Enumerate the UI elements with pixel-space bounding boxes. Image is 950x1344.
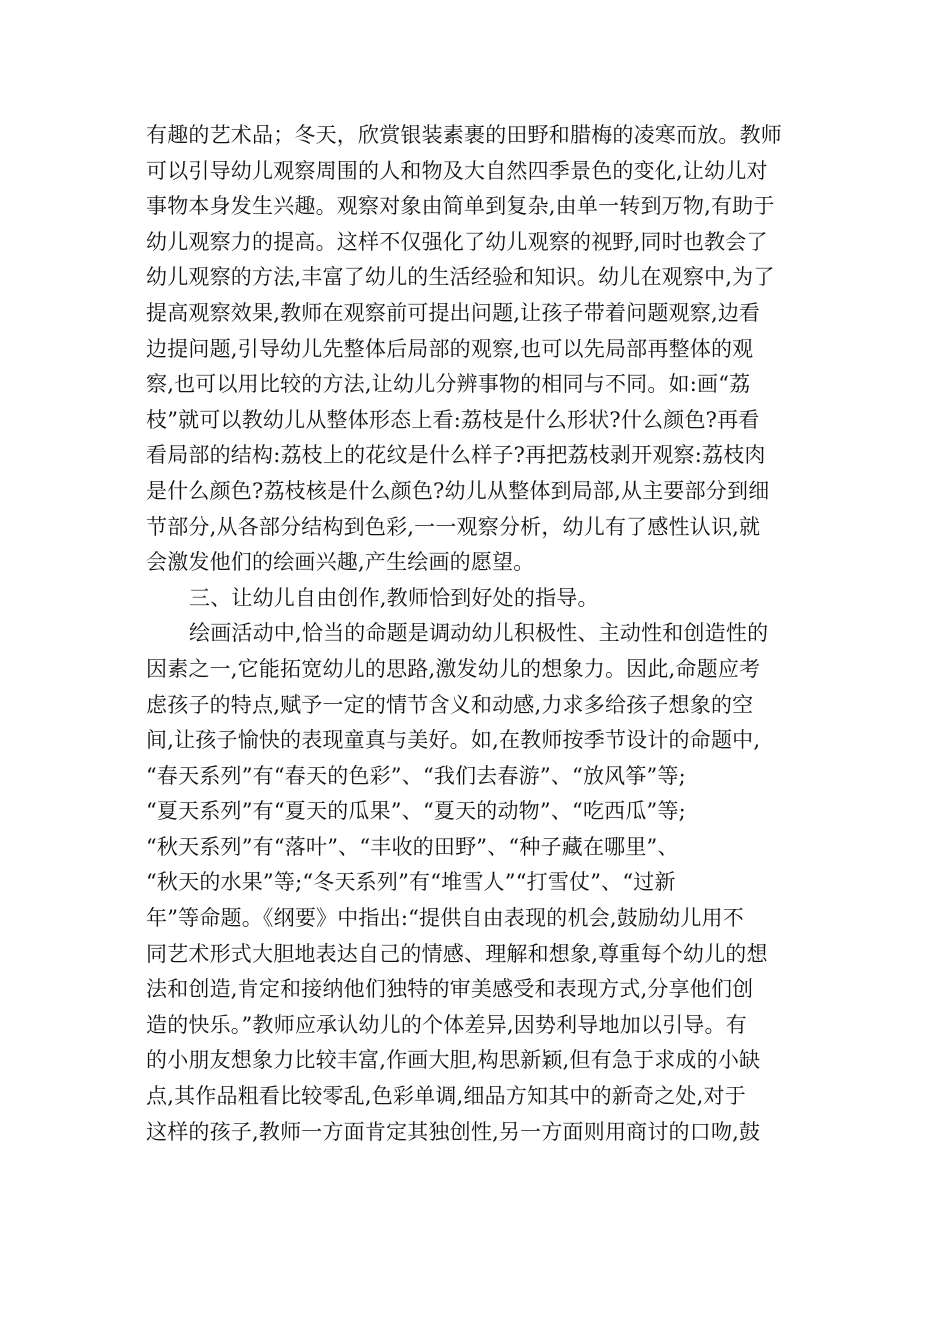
- text-line: 幼儿观察的方法,丰富了幼儿的生活经验和知识。幼儿在观察中,为了: [146, 265, 775, 290]
- text-line: 点,其作品粗看比较零乱,色彩单调,细品方知其中的新奇之处,对于: [146, 1084, 746, 1109]
- text-line: 可以引导幼儿观察周围的人和物及大自然四季景色的变化,让幼儿对: [146, 158, 768, 183]
- text-line: 幼儿观察力的提高。这样不仅强化了幼儿观察的视野,同时也教会了: [146, 229, 768, 254]
- text-line: “春天系列”有“春天的色彩”、“我们去春游”、“放风筝”等;: [146, 763, 686, 788]
- text-line: 法和创造,肯定和接纳他们独特的审美感受和表现方式,分享他们创: [146, 977, 754, 1002]
- text-line: 同艺术形式大胆地表达自己的情感、理解和想象,尊重每个幼儿的想: [146, 941, 768, 966]
- text-line: 边提问题,引导幼儿先整体后局部的观察,也可以先局部再整体的观: [146, 336, 754, 361]
- text-line: “秋天的水果”等;“冬天系列”有“堆雪人”“打雪仗”、“过新: [146, 870, 676, 895]
- text-line: 会激发他们的绘画兴趣,产生绘画的愿望。: [146, 550, 535, 575]
- text-line: 间,让孩子愉快的表现童真与美好。如,在教师按季节设计的命题中,: [146, 728, 761, 753]
- text-line: 年”等命题。《纲要》中指出:“提供自由表现的机会,鼓励幼儿用不: [146, 906, 744, 931]
- text-line: 是什么颜色?荔枝核是什么颜色?幼儿从整体到局部,从主要部分到细: [146, 478, 770, 503]
- text-line: 的小朋友想象力比较丰富,作画大胆,构思新颖,但有急于求成的小缺: [146, 1048, 761, 1073]
- paragraph-first-line: 绘画活动中,恰当的命题是调动幼儿积极性、主动性和创造性的: [189, 621, 769, 646]
- text-line: 事物本身发生兴趣。观察对象由简单到复杂,由单一转到万物,有助于: [146, 194, 775, 219]
- text-line: 造的快乐。”教师应承认幼儿的个体差异,因势利导地加以引导。有: [146, 1012, 747, 1037]
- text-line: 察,也可以用比较的方法,让幼儿分辨事物的相同与不同。如:画“荔: [146, 372, 751, 397]
- document-body: [146, 118, 806, 1150]
- text-line: “夏天系列”有“夏天的瓜果”、“夏天的动物”、“吃西瓜”等;: [146, 799, 686, 824]
- text-line: 虑孩子的特点,赋予一定的情节含义和动感,力求多给孩子想象的空: [146, 692, 754, 717]
- text-line: “秋天系列”有“落叶”、“丰收的田野”、“种子藏在哪里”、: [146, 834, 679, 859]
- text-line: 有趣的艺术品；冬天，欣赏银装素裹的田野和腊梅的凌寒而放。教师: [146, 123, 782, 147]
- text-line: 节部分,从各部分结构到色彩,一一观察分析，幼儿有了感性认识,就: [146, 514, 761, 539]
- text-line: 枝”就可以教幼儿从整体形态上看:荔枝是什么形状?什么颜色?再看: [146, 407, 760, 432]
- text-line: 这样的孩子,教师一方面肯定其独创性,另一方面则用商讨的口吻,鼓: [146, 1119, 761, 1144]
- text-line: 提高观察效果,教师在观察前可提出问题,让孩子带着问题观察,边看: [146, 300, 761, 325]
- text-line: 因素之一,它能拓宽幼儿的思路,激发幼儿的想象力。因此,命题应考: [146, 656, 761, 681]
- text-line: 看局部的结构:荔枝上的花纹是什么样子?再把荔枝剥开观察:荔枝肉: [146, 443, 766, 468]
- section-heading: 三、让幼儿自由创作,教师恰到好处的指导。: [189, 585, 599, 610]
